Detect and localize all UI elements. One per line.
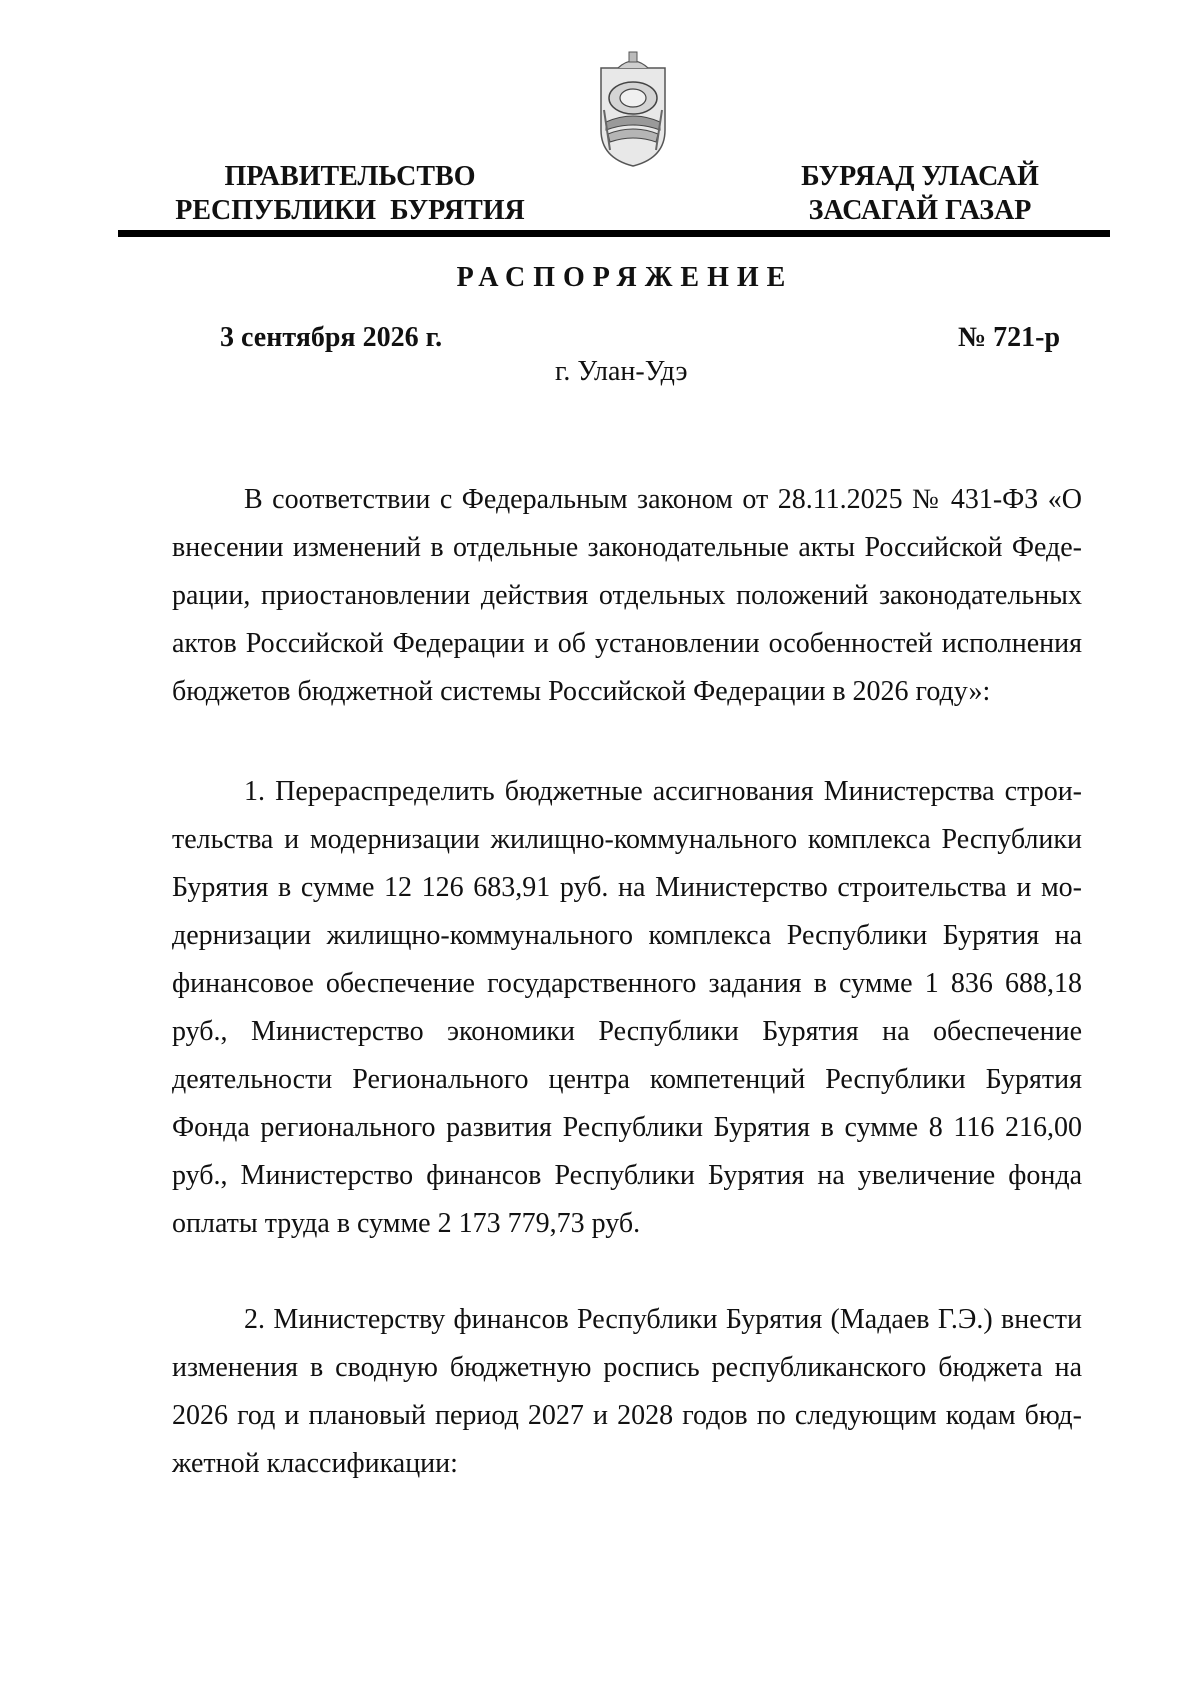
government-name-ru [160, 160, 540, 228]
government-name-bua-line2: ЗАСАГАЙ ГАЗАР [808, 195, 1032, 226]
document-number: № 721-р [958, 322, 1061, 353]
document-title: РАСПОРЯЖЕНИЕ [456, 262, 794, 293]
document-city: г. Улан-Удэ [555, 356, 688, 387]
document-date: 3 сентября 2026 г. [220, 322, 443, 353]
preamble-paragraph: В соответствии с Федеральным законом от 28.11.2025 № 431-ФЗ «О внесении изменений в отдельные законодательные акты Российской Федерации, приостановлении действия отдельных положений законодательных актов Российской Федерации и об установлении особенностей исполнения бюджетов бюджетной системы Российской Федерации в 2026 году»: [172, 484, 1082, 707]
government-name-bua [770, 160, 1070, 228]
government-name-ru-line1: ПРАВИТЕЛЬСТВО [224, 161, 476, 192]
header-divider [118, 230, 1110, 237]
government-name-ru-line2: РЕСПУБЛИКИ БУРЯТИЯ [175, 195, 525, 226]
item-2-paragraph: 2. Министерству финансов Республики Бурятия (Мадаев Г.Э.) внести изменения в сводную бюджетную роспись республиканского бюджета на 2026 год и плановый период 2027 и 2028 годов по следующим кодам бюджетной классификации: [172, 1304, 1082, 1479]
item-1-paragraph: 1. Перераспределить бюджетные ассигнования Министерства строительства и модернизации жилищно-коммунального комплекса Республики Бурятия в сумме 12 126 683,91 руб. на Министерство строительства и модернизации жилищно-коммунального комплекса Республики Бурятия на финансовое обеспечение государственного задания в сумме 1 836 688,18 руб., Министерство экономики Республики Бурятия на обеспечение деятельности Регионального центра компетенций Республики Бурятия Фонда регионального развития Республики Бурятия в сумме 8 116 216,00 руб., Министерство финансов Республики Бурятия на увеличение фонда оплаты труда в сумме 2 173 779,73 руб. [172, 776, 1082, 1239]
government-name-bua-line1: БУРЯАД УЛАСАЙ [801, 161, 1039, 192]
buryatia-coat-of-arms-icon [596, 50, 670, 170]
